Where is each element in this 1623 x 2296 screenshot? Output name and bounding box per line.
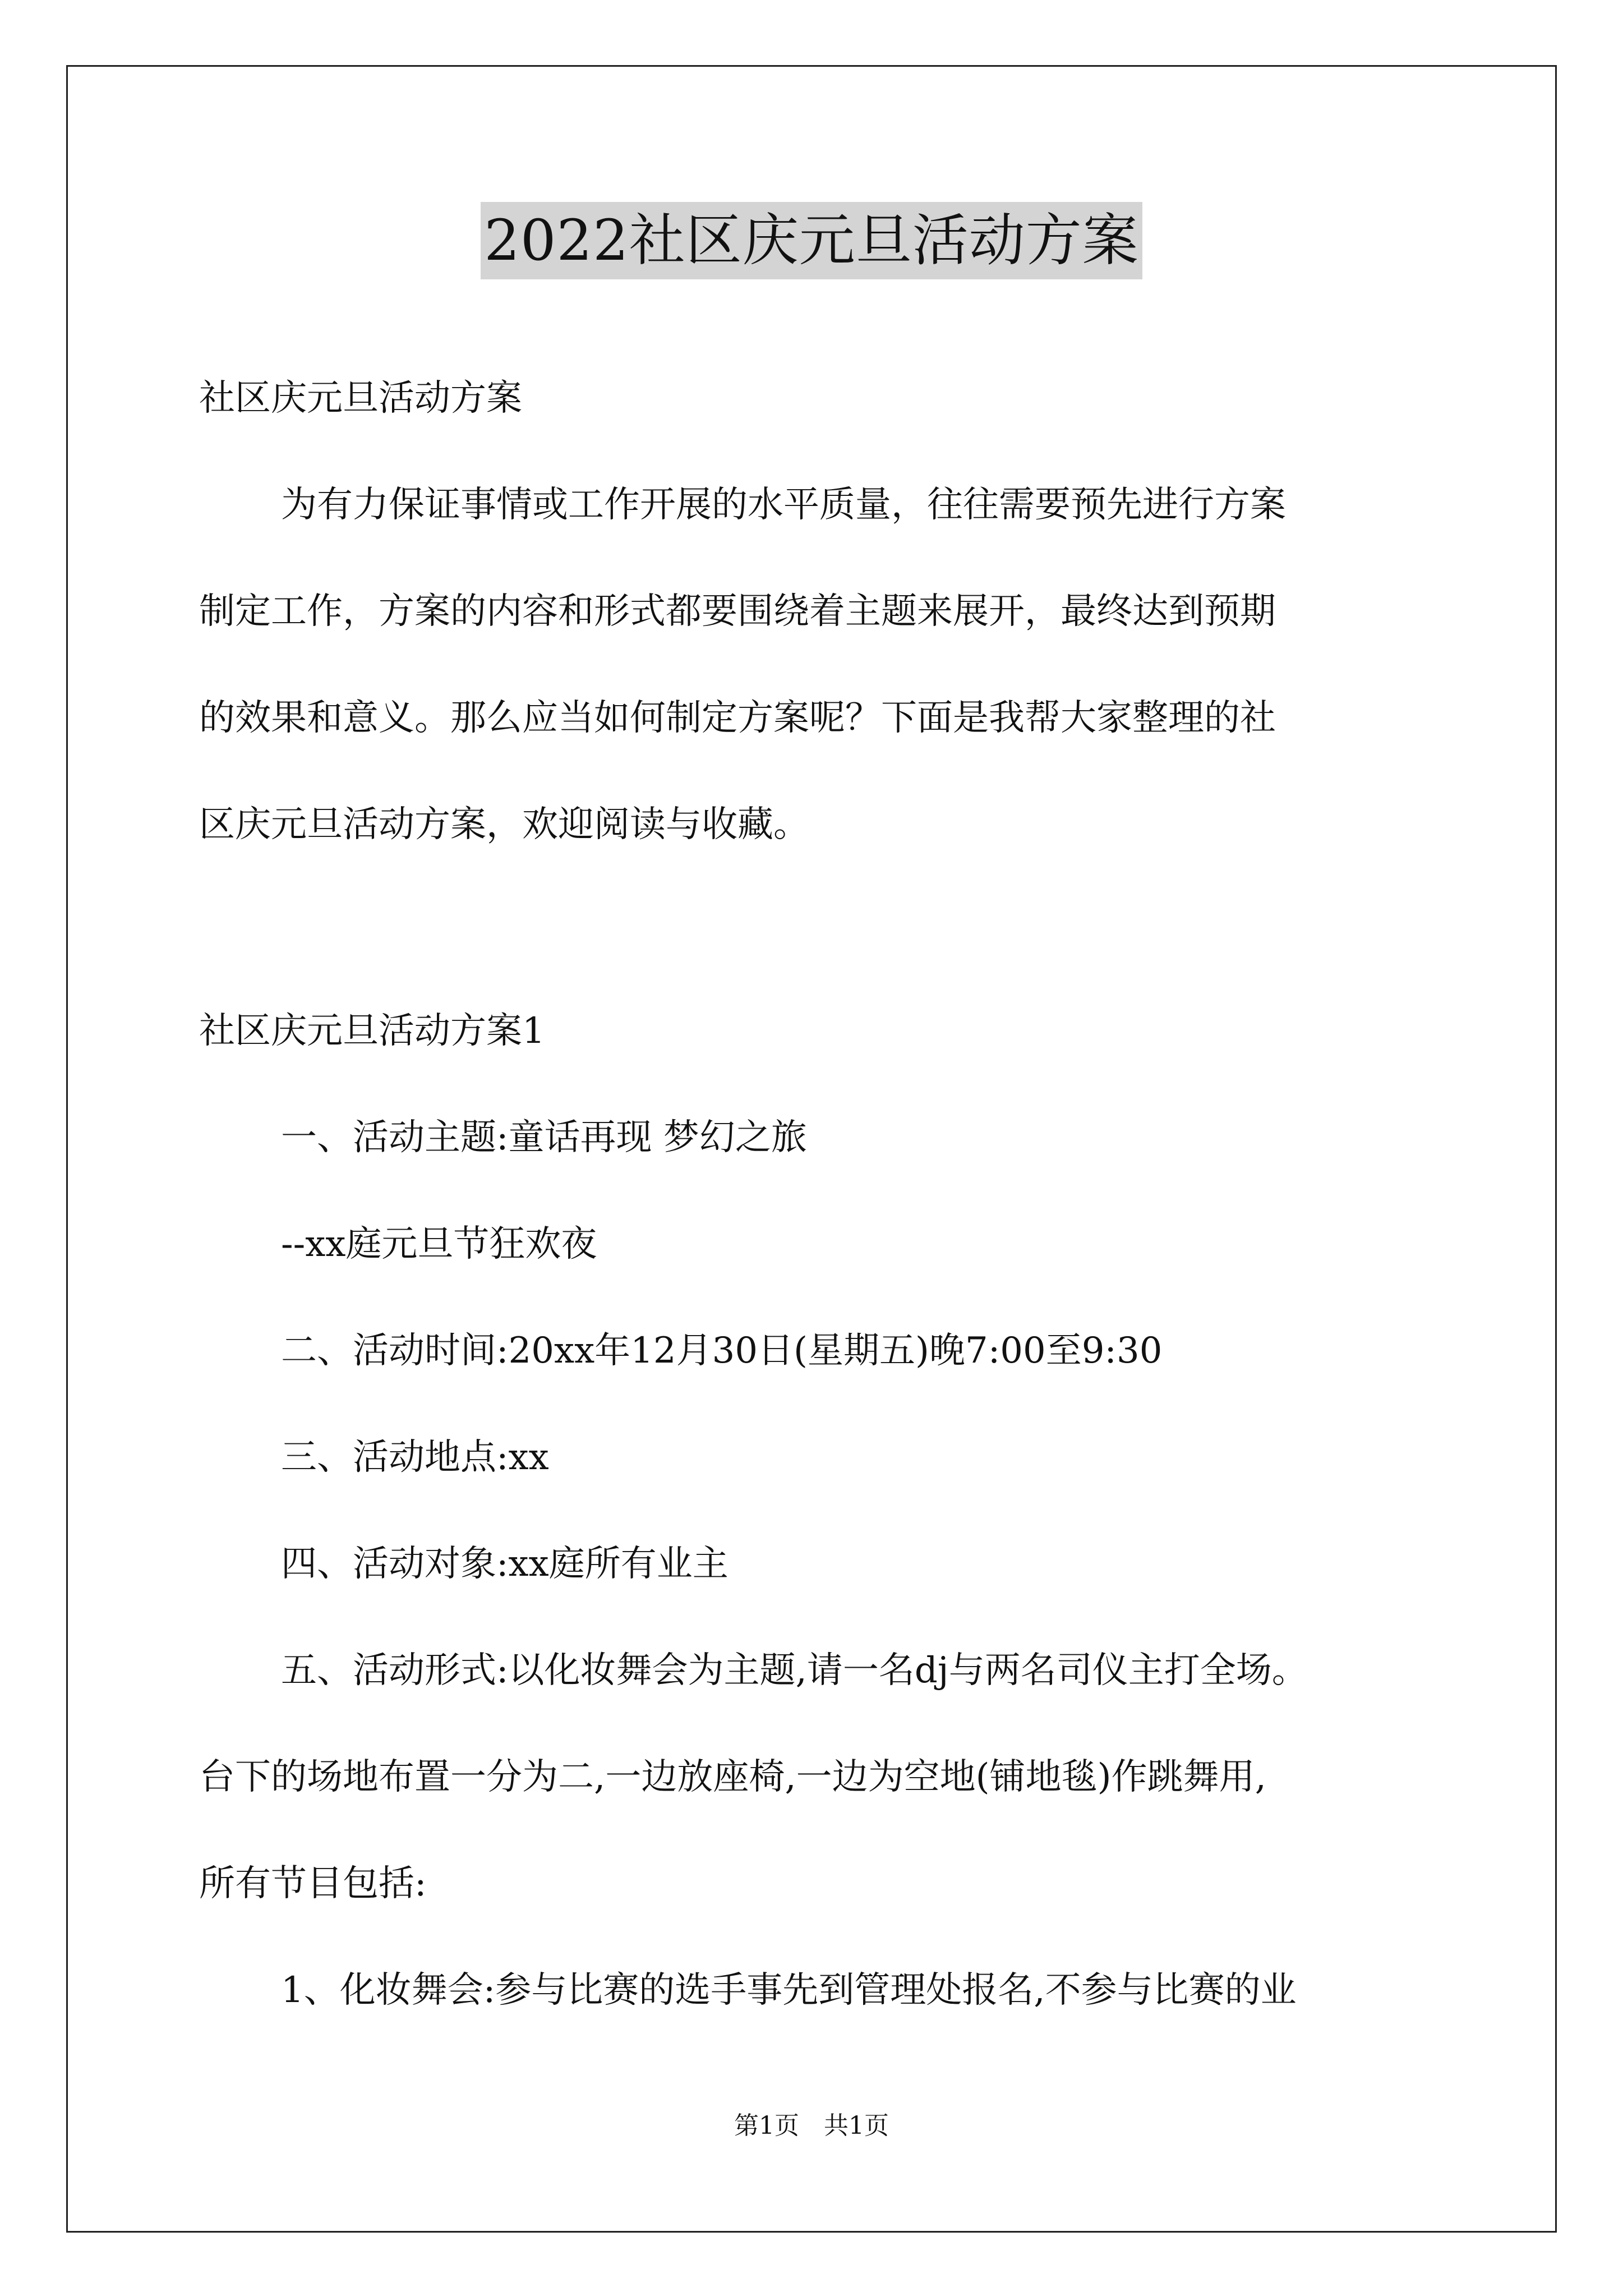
- item-audience: 四、活动对象:xx庭所有业主: [281, 1543, 728, 1585]
- document-subtitle: 社区庆元旦活动方案: [199, 378, 522, 419]
- title-container: [0, 202, 1623, 279]
- item-theme-sub: --xx庭元旦节狂欢夜: [281, 1223, 597, 1265]
- intro-line-2: 制定工作，方案的内容和形式都要围绕着主题来展开，最终达到预期: [199, 591, 1276, 632]
- page-number: 第1页 共1页: [734, 2111, 889, 2140]
- intro-line-3: 的效果和意义。那么应当如何制定方案呢？下面是我帮大家整理的社: [199, 697, 1276, 739]
- document-body: [199, 345, 1433, 2044]
- section-heading: 社区庆元旦活动方案1: [199, 1010, 545, 1052]
- intro-line-4: 区庆元旦活动方案，欢迎阅读与收藏。: [199, 804, 809, 845]
- page-footer: [0, 2109, 1623, 2143]
- document-title: 2022社区庆元旦活动方案: [481, 202, 1142, 279]
- item-format-line-2: 台下的场地布置一分为二,一边放座椅,一边为空地(铺地毯)作跳舞用,: [199, 1756, 1266, 1798]
- item-masquerade: 1、化妆舞会:参与比赛的选手事先到管理处报名,不参与比赛的业: [281, 1970, 1297, 2011]
- item-theme: 一、活动主题:童话再现 梦幻之旅: [281, 1117, 807, 1158]
- item-format-line-3: 所有节目包括:: [199, 1863, 427, 1904]
- section-spacer: [199, 878, 1433, 978]
- item-location: 三、活动地点:xx: [281, 1437, 549, 1478]
- item-time: 二、活动时间:20xx年12月30日(星期五)晚7:00至9:30: [281, 1330, 1163, 1372]
- item-format-line-1: 五、活动形式:以化妆舞会为主题,请一名dj与两名司仪主打全场。: [281, 1650, 1308, 1691]
- intro-line-1: 为有力保证事情或工作开展的水平质量，往往需要预先进行方案: [281, 484, 1286, 526]
